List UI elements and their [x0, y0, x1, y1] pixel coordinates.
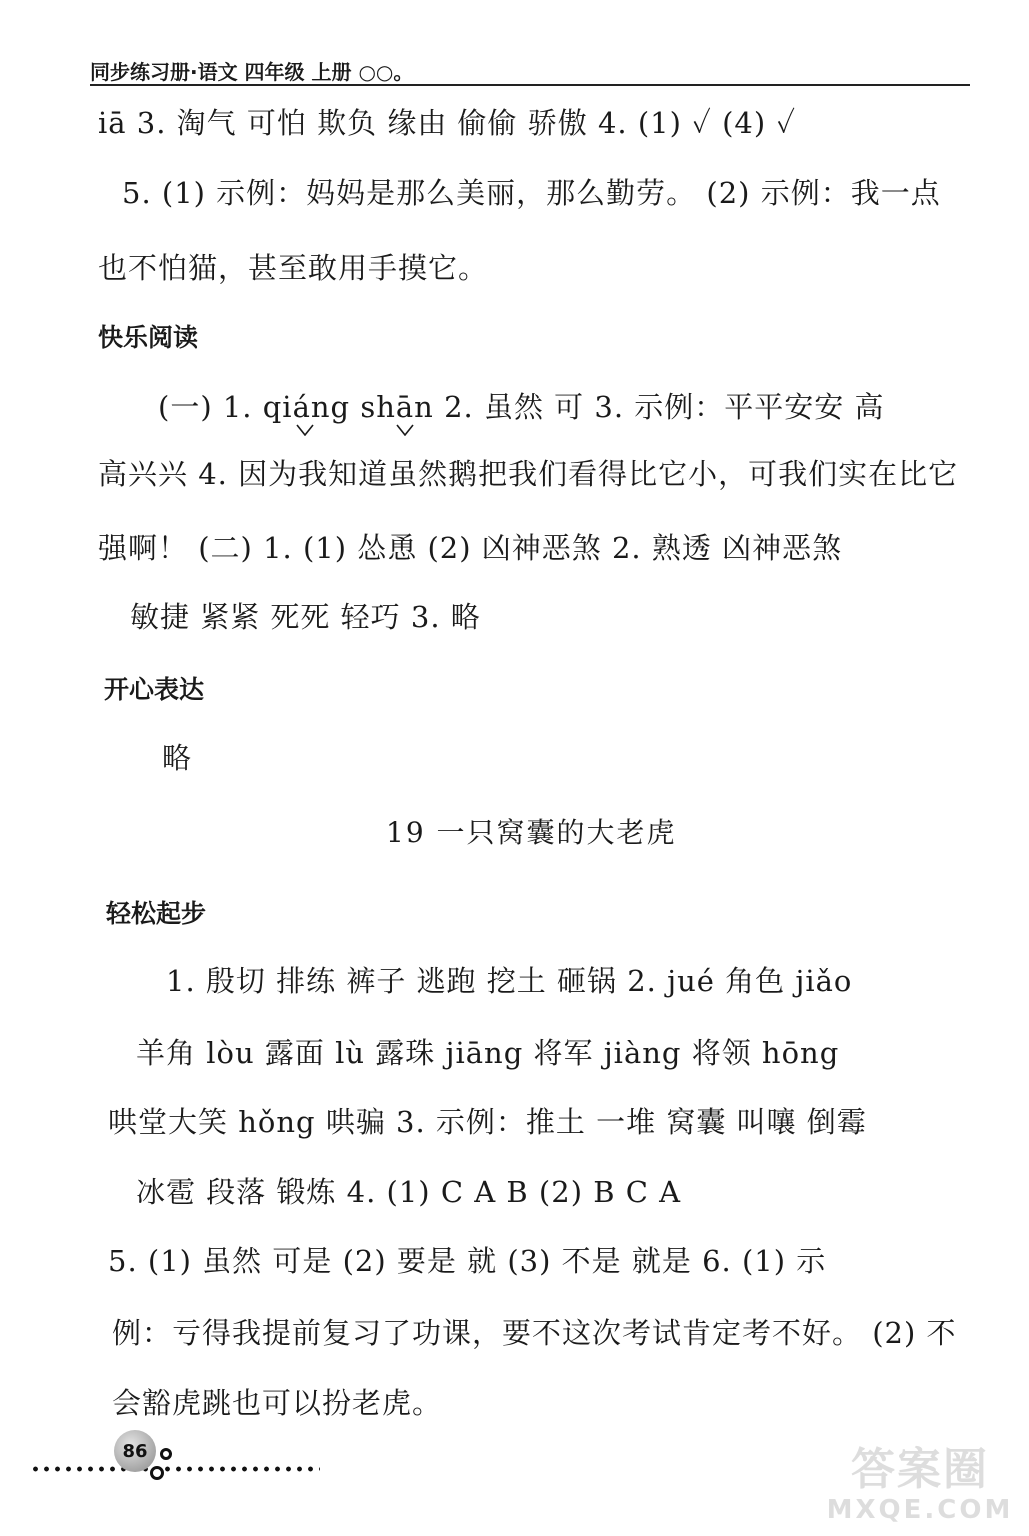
tone-mark-icon — [396, 424, 414, 436]
answer-line: 5. (1) 示例：妈妈是那么美丽，那么勤劳。 (2) 示例：我一点 — [122, 176, 941, 210]
answer-line: 5. (1) 虽然 可是 (2) 要是 就 (3) 不是 就是 6. (1) 示 — [108, 1244, 827, 1278]
page-number-badge — [114, 1430, 156, 1472]
answer-line: 1. 殷切 排练 裤子 逃跑 挖土 砸锅 2. jué 角色 jiǎo — [166, 964, 853, 998]
answer-line: 略 — [162, 741, 193, 775]
watermark — [820, 1445, 1020, 1530]
header-rule — [90, 84, 970, 86]
section-heading-happy-express: 开心表达 — [104, 675, 205, 704]
answer-line: 强啊！ (二) 1. (1) 怂恿 (2) 凶神恶煞 2. 熟透 凶神恶煞 — [98, 531, 843, 565]
answer-line: 例：亏得我提前复习了功课，要不这次考试肯定考不好。 (2) 不 — [112, 1316, 957, 1350]
running-header — [90, 62, 970, 82]
watermark-url: MXQE.COM — [826, 1495, 1014, 1525]
answer-line: 会豁虎跳也可以扮老虎。 — [112, 1386, 443, 1420]
lesson-title: 19 一只窝囊的大老虎 — [386, 816, 677, 849]
header-text: 同步练习册·语文 四年级 上册 ○○。 — [90, 60, 414, 84]
watermark-title: 答案圈 — [851, 1444, 989, 1495]
answer-line: 羊角 lòu 露面 lù 露珠 jiāng 将军 jiàng 将领 hōng — [136, 1036, 840, 1070]
footer-dotted-line — [30, 1464, 320, 1474]
answer-line: 高兴兴 4. 因为我知道虽然鹅把我们看得比它小，可我们实在比它 — [98, 457, 959, 491]
answer-line: 冰雹 段落 锻炼 4. (1) C A B (2) B C A — [136, 1175, 682, 1209]
answer-line: 哄堂大笑 hǒng 哄骗 3. 示例：推土 一堆 窝囊 叫嚷 倒霉 — [108, 1105, 867, 1139]
decor-circle — [160, 1448, 172, 1460]
section-heading-happy-reading: 快乐阅读 — [98, 323, 199, 352]
tone-mark-icon — [296, 424, 314, 436]
answer-line: 也不怕猫，甚至敢用手摸它。 — [98, 251, 489, 285]
answer-line: iā 3. 淘气 可怕 欺负 缘由 偷偷 骄傲 4. (1) ✓ (4) ✓ — [98, 106, 797, 140]
answer-line: 敏捷 紧紧 死死 轻巧 3. 略 — [130, 600, 481, 634]
answer-line: (一) 1. qiáng shān 2. 虽然 可 3. 示例：平平安安 高 — [158, 390, 885, 424]
section-heading-easy-start: 轻松起步 — [106, 899, 207, 928]
page-number: 86 — [122, 1440, 148, 1462]
decor-circle — [150, 1466, 164, 1480]
